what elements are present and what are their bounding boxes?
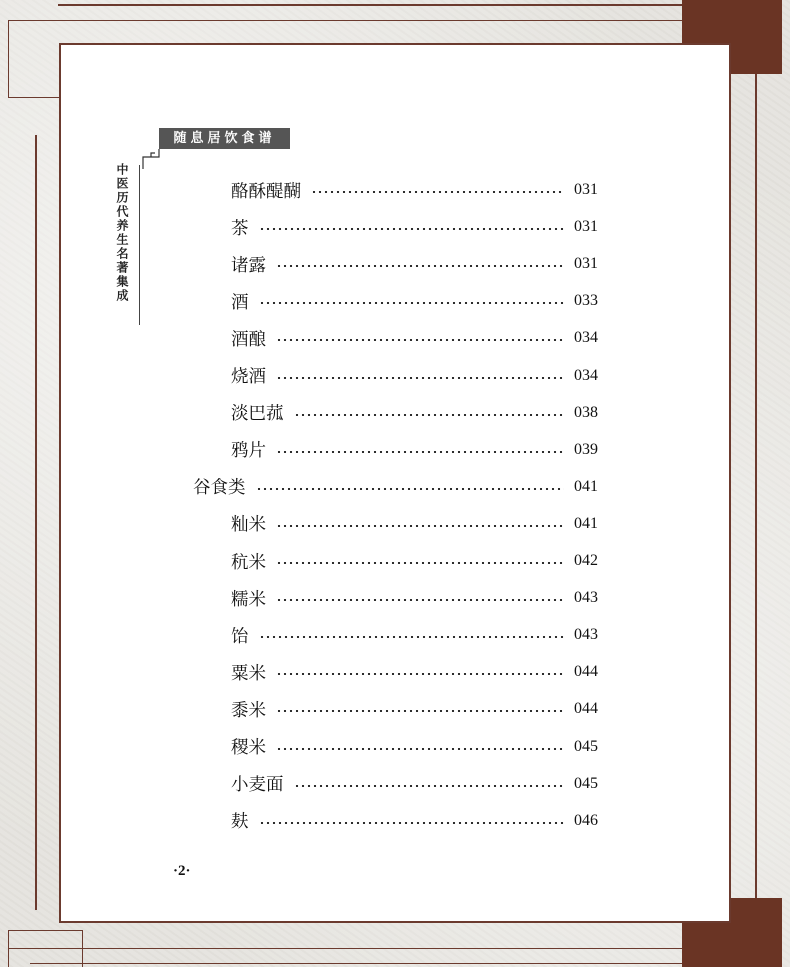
frame-line-left-vertical: [35, 135, 37, 910]
toc-leader-dots: [259, 822, 565, 824]
toc-leader-dots: [259, 228, 565, 230]
frame-line-left-mid: [8, 97, 60, 98]
frame-line-top-outer: [58, 4, 738, 6]
toc-entry-page: 033: [574, 292, 598, 310]
toc-entry-label: 粟米: [231, 663, 266, 684]
toc-entry-label: 籼米: [231, 515, 266, 536]
toc-entry-page: 034: [574, 366, 598, 384]
toc-leader-dots: [276, 265, 564, 267]
series-title: 中医历代养生名著集成: [115, 163, 129, 303]
toc-entry-label: 酒: [231, 292, 249, 313]
toc-entry[interactable]: [231, 214, 598, 240]
frame-line-bottom-left-v2: [82, 930, 83, 967]
toc-entry-page: 044: [574, 663, 598, 681]
toc-entry-page: 045: [574, 774, 598, 792]
toc-entry-page: 041: [574, 477, 598, 495]
toc-entry-label: 酒酿: [231, 329, 266, 350]
toc-entry[interactable]: [231, 771, 598, 797]
toc-entry[interactable]: [231, 585, 598, 611]
toc-entry-label: 饴: [231, 626, 249, 647]
toc-entry-label: 鸦片: [231, 441, 266, 462]
toc-entry-label: 小麦面: [231, 775, 284, 796]
toc-entry-page: 034: [574, 329, 598, 347]
toc-entry[interactable]: [231, 288, 598, 314]
toc-entry[interactable]: [231, 437, 598, 463]
toc-leader-dots: [276, 339, 564, 341]
toc-entry-label: 稷米: [231, 738, 266, 758]
fret-ornament-icon: [141, 149, 161, 169]
page-number: ·2·: [173, 863, 191, 879]
frame-line-bottom-left-h: [8, 930, 83, 931]
toc-leader-dots: [276, 525, 564, 527]
toc-entry-page: 042: [574, 552, 598, 569]
toc-entry-page: 041: [574, 514, 598, 532]
toc-entry-label: 淡巴菰: [231, 404, 284, 425]
toc-leader-dots: [276, 377, 564, 379]
toc-entry[interactable]: [231, 325, 598, 351]
toc-entry-page: 046: [574, 811, 598, 829]
toc-leader-dots: [294, 414, 565, 416]
frame-line-bottom-left-v: [8, 930, 9, 967]
toc-entry[interactable]: [193, 474, 598, 500]
document-page: [59, 43, 731, 923]
toc-entry-label: 茶: [231, 218, 249, 239]
toc-entry[interactable]: [231, 251, 598, 277]
toc-entry-label: 诸露: [231, 255, 266, 276]
toc-entry[interactable]: [231, 659, 598, 685]
frame-line-top-inner: [8, 20, 778, 21]
toc-leader-dots: [259, 302, 565, 304]
toc-entry[interactable]: [231, 177, 598, 203]
book-section-header: 随息居饮食谱: [159, 128, 290, 149]
toc-entry-page: 045: [574, 737, 598, 755]
toc-entry-label: 烧酒: [231, 367, 266, 387]
toc-leader-dots: [276, 562, 564, 564]
toc-entry-label: 麸: [231, 812, 249, 833]
toc-entry[interactable]: [231, 808, 598, 834]
toc-entry[interactable]: [231, 696, 598, 722]
toc-leader-dots: [276, 599, 564, 601]
toc-entry-label: 糯米: [231, 589, 266, 610]
frame-line-bottom-inner: [8, 948, 778, 949]
toc-entry-page: 031: [574, 255, 598, 273]
frame-line-right-vertical: [755, 20, 757, 950]
toc-leader-dots: [256, 488, 565, 490]
toc-entry-page: 031: [574, 181, 598, 198]
toc-leader-dots: [294, 785, 565, 787]
toc-entry-page: 043: [574, 626, 598, 644]
toc-entry-label: 秔米: [231, 552, 266, 573]
frame-line-left-outer: [8, 20, 9, 98]
toc-entry[interactable]: [231, 622, 598, 648]
toc-entry-label: 谷食类: [193, 478, 246, 499]
toc-entry[interactable]: [231, 734, 598, 760]
toc-leader-dots: [276, 673, 564, 675]
toc-leader-dots: [311, 191, 564, 193]
toc-entry[interactable]: [231, 548, 598, 574]
toc-entry-page: 044: [574, 700, 598, 718]
toc-leader-dots: [276, 451, 564, 453]
toc-leader-dots: [276, 710, 564, 712]
series-title-rule: [139, 165, 140, 325]
toc-entry[interactable]: [231, 400, 598, 426]
toc-entry-page: 039: [574, 440, 598, 458]
toc-entry[interactable]: [231, 363, 598, 389]
toc-leader-dots: [276, 748, 564, 750]
toc-entry-label: 酪酥醍醐: [231, 181, 301, 202]
toc-leader-dots: [259, 636, 565, 638]
frame-line-bottom-outer: [30, 963, 730, 964]
toc-entry[interactable]: [231, 511, 598, 537]
toc-entry-page: 031: [574, 218, 598, 236]
toc-entry-page: 043: [574, 589, 598, 607]
toc-entry-page: 038: [574, 403, 598, 421]
toc-entry-label: 黍米: [231, 700, 266, 721]
